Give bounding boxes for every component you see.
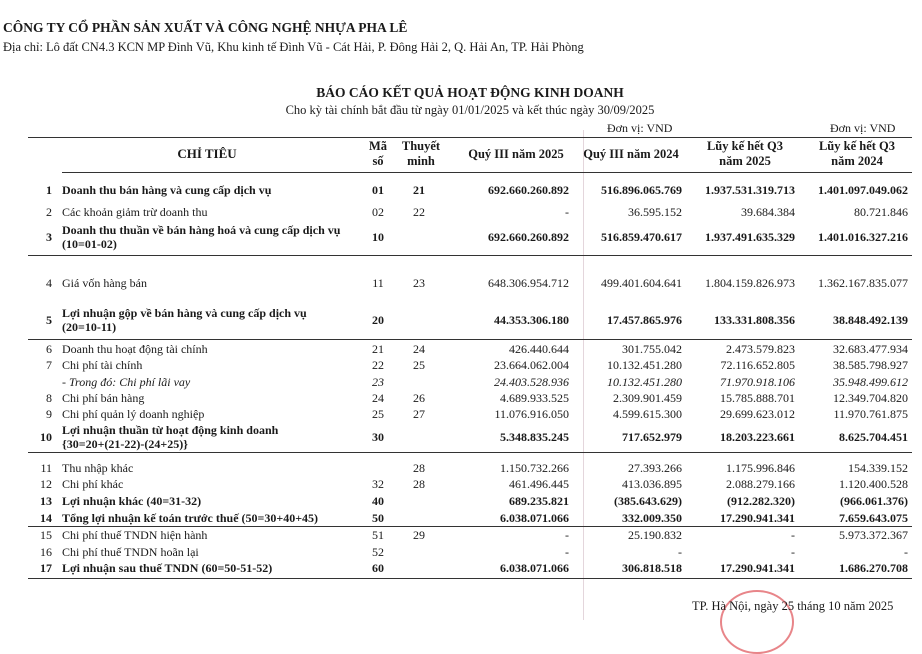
cell-label: Chi phí bán hàng: [62, 391, 145, 405]
company-name: CÔNG TY CỔ PHẦN SẢN XUẤT VÀ CÔNG NGHỆ NHỰA PHA LÊ: [3, 20, 408, 35]
header-q3-2024: Quý III năm 2024: [583, 147, 679, 161]
cell-ytd-2025: 72.116.652.805: [720, 358, 795, 372]
cell-no: 14: [40, 511, 52, 525]
cell-label: Doanh thu hoạt động tài chính: [62, 342, 208, 356]
cell-q3-2024: 332.009.350: [622, 511, 682, 525]
cell-note: 28: [413, 461, 425, 475]
cell-q3-2024: 516.896.065.769: [601, 183, 682, 197]
cell-q3-2024: -: [678, 545, 682, 559]
header-bottom-border: [62, 172, 912, 173]
cell-code: 51: [372, 528, 384, 542]
cell-label: Doanh thu bán hàng và cung cấp dịch vụ: [62, 183, 272, 197]
cell-no: 8: [46, 391, 52, 405]
company-address: Địa chỉ: Lô đất CN4.3 KCN MP Đình Vũ, Khu kinh tế Đình Vũ - Cát Hải, P. Đông Hải 2, Q. Hải An, TP. Hải Phòng: [3, 40, 584, 54]
unit-label-ytd: Đơn vị: VND: [830, 121, 896, 135]
cell-code: 60: [372, 561, 384, 575]
cell-ytd-2025: 1.937.491.635.329: [705, 230, 795, 244]
cell-no: 11: [40, 461, 52, 475]
cell-q3-2025: 689.235.821: [509, 494, 569, 508]
cell-code: 32: [372, 477, 384, 491]
cell-no: 13: [40, 494, 52, 508]
cell-ytd-2025: 1.804.159.826.973: [705, 276, 795, 290]
cell-code: 24: [372, 391, 384, 405]
cell-ytd-2025: 1.175.996.846: [726, 461, 795, 475]
cell-q3-2025: -: [565, 205, 569, 219]
cell-ytd-2025: -: [791, 545, 795, 559]
cell-ytd-2025: 15.785.888.701: [720, 391, 795, 405]
cell-ytd-2024: 154.339.152: [848, 461, 908, 475]
cell-ytd-2024: 11.970.761.875: [833, 407, 908, 421]
cell-no: 6: [46, 342, 52, 356]
cell-q3-2025: 1.150.732.266: [500, 461, 569, 475]
cell-code: 02: [372, 205, 384, 219]
cell-code: 23: [372, 375, 384, 389]
cell-code: 22: [372, 358, 384, 372]
cell-note: 23: [413, 276, 425, 290]
cell-q3-2025: 426.440.644: [509, 342, 569, 356]
cell-ytd-2025: 2.088.279.166: [726, 477, 795, 491]
cell-q3-2024: 413.036.895: [622, 477, 682, 491]
cell-q3-2025: 6.038.071.066: [500, 511, 569, 525]
cell-no: 16: [40, 545, 52, 559]
cell-ytd-2024: 1.401.097.049.062: [818, 183, 908, 197]
cell-label: Chi phí thuế TNDN hoãn lại: [62, 545, 199, 559]
cell-q3-2025: 5.348.835.245: [500, 430, 569, 444]
cell-note: 22: [413, 205, 425, 219]
cell-ytd-2024: 38.848.492.139: [833, 313, 908, 327]
cell-ytd-2024: 1.120.400.528: [839, 477, 908, 491]
cell-label: Chi phí quản lý doanh nghiệp: [62, 407, 205, 421]
cell-ytd-2024: 38.585.798.927: [833, 358, 908, 372]
cell-ytd-2024: 5.973.372.367: [839, 528, 908, 542]
cell-q3-2025: 692.660.260.892: [488, 230, 569, 244]
cell-label: Lợi nhuận thuần từ hoạt động kinh doanh {30=20+(21-22)-(24+25)}: [62, 423, 279, 451]
cell-note: 21: [413, 183, 425, 197]
cell-label: Chi phí thuế TNDN hiện hành: [62, 528, 208, 542]
cell-code: 20: [372, 313, 384, 327]
cell-label: Doanh thu thuần về bán hàng hoá và cung cấp dịch vụ (10=01-02): [62, 223, 341, 251]
cell-q3-2024: 2.309.901.459: [613, 391, 682, 405]
header-ytd-2024: Lũy kế hết Q3 năm 2024: [818, 139, 896, 168]
cell-label: Các khoản giảm trừ doanh thu: [62, 205, 208, 219]
cell-q3-2024: 301.755.042: [622, 342, 682, 356]
cell-ytd-2024: 35.948.499.612: [833, 375, 908, 389]
cell-code: 25: [372, 407, 384, 421]
cell-ytd-2024: 1.362.167.835.077: [818, 276, 908, 290]
cell-q3-2024: (385.643.629): [614, 494, 682, 508]
cell-code: 40: [372, 494, 384, 508]
cell-note: 27: [413, 407, 425, 421]
cell-q3-2024: 17.457.865.976: [607, 313, 682, 327]
cell-label: Giá vốn hàng bán: [62, 276, 147, 290]
header-code: Mã số: [368, 139, 388, 168]
row-separator: [28, 255, 912, 256]
cell-q3-2025: 692.660.260.892: [488, 183, 569, 197]
cell-q3-2024: 10.132.451.280: [607, 375, 682, 389]
cell-ytd-2025: 17.290.941.341: [720, 511, 795, 525]
cell-note: 28: [413, 477, 425, 491]
cell-ytd-2024: 8.625.704.451: [839, 430, 908, 444]
cell-no: 5: [46, 313, 52, 327]
cell-code: 52: [372, 545, 384, 559]
cell-no: 15: [40, 528, 52, 542]
cell-q3-2024: 499.401.604.641: [601, 276, 682, 290]
header-note: Thuyết minh: [401, 139, 441, 168]
cell-no: 2: [46, 205, 52, 219]
cell-no: 3: [46, 230, 52, 244]
cell-q3-2024: 516.859.470.617: [601, 230, 682, 244]
cell-no: 12: [40, 477, 52, 491]
cell-ytd-2024: 32.683.477.934: [833, 342, 908, 356]
row-separator: [28, 452, 912, 453]
cell-q3-2025: 11.076.916.050: [494, 407, 569, 421]
row-separator: [28, 578, 912, 579]
cell-ytd-2024: -: [904, 545, 908, 559]
cell-label: - Trong đó: Chi phí lãi vay: [62, 375, 191, 389]
cell-q3-2024: 25.190.832: [628, 528, 682, 542]
cell-code: 21: [372, 342, 384, 356]
cell-ytd-2024: 1.686.270.708: [839, 561, 908, 575]
cell-ytd-2025: 2.473.579.823: [726, 342, 795, 356]
cell-label: Lợi nhuận gộp về bán hàng và cung cấp dịch vụ (20=10-11): [62, 306, 307, 334]
cell-code: 11: [372, 276, 384, 290]
unit-label-quarter: Đơn vị: VND: [607, 121, 673, 135]
cell-ytd-2025: (912.282.320): [727, 494, 795, 508]
cell-label: Lợi nhuận sau thuế TNDN (60=50-51-52): [62, 561, 273, 575]
cell-ytd-2025: 18.203.223.661: [720, 430, 795, 444]
cell-label: Thu nhập khác: [62, 461, 134, 475]
cell-ytd-2025: 1.937.531.319.713: [705, 183, 795, 197]
cell-q3-2025: 23.664.062.004: [494, 358, 569, 372]
cell-q3-2025: 4.689.933.525: [500, 391, 569, 405]
cell-q3-2024: 27.393.266: [628, 461, 682, 475]
cell-ytd-2025: 39.684.384: [741, 205, 795, 219]
cell-q3-2024: 306.818.518: [622, 561, 682, 575]
cell-ytd-2024: (966.061.376): [840, 494, 908, 508]
header-ytd-2025: Lũy kế hết Q3 năm 2025: [706, 139, 784, 168]
cell-ytd-2025: 29.699.623.012: [720, 407, 795, 421]
cell-q3-2025: -: [565, 545, 569, 559]
cell-note: 29: [413, 528, 425, 542]
cell-no: 10: [40, 430, 52, 444]
cell-ytd-2024: 12.349.704.820: [833, 391, 908, 405]
cell-q3-2025: 6.038.071.066: [500, 561, 569, 575]
signing-date: TP. Hà Nội, ngày 25 tháng 10 năm 2025: [692, 599, 894, 613]
cell-ytd-2024: 80.721.846: [854, 205, 908, 219]
cell-note: 25: [413, 358, 425, 372]
cell-no: 7: [46, 358, 52, 372]
cell-note: 24: [413, 342, 425, 356]
cell-q3-2024: 36.595.152: [628, 205, 682, 219]
cell-note: 26: [413, 391, 425, 405]
cell-q3-2024: 717.652.979: [622, 430, 682, 444]
cell-ytd-2024: 7.659.643.075: [839, 511, 908, 525]
cell-q3-2025: 24.403.528.936: [494, 375, 569, 389]
cell-code: 01: [372, 183, 384, 197]
cell-no: 17: [40, 561, 52, 575]
cell-q3-2025: 461.496.445: [509, 477, 569, 491]
header-q3-2025: Quý III năm 2025: [468, 147, 564, 161]
cell-ytd-2024: 1.401.016.327.216: [818, 230, 908, 244]
table-top-border: [28, 137, 912, 138]
cell-code: 50: [372, 511, 384, 525]
page-fold-line: [583, 130, 584, 620]
cell-label: Chi phí khác: [62, 477, 124, 491]
report-period: Cho kỳ tài chính bắt đầu từ ngày 01/01/2025 và kết thúc ngày 30/09/2025: [285, 103, 655, 117]
row-separator: [28, 526, 912, 527]
cell-q3-2025: -: [565, 528, 569, 542]
header-item: CHỈ TIÊU: [177, 146, 237, 161]
cell-ytd-2025: 17.290.941.341: [720, 561, 795, 575]
cell-ytd-2025: -: [791, 528, 795, 542]
cell-code: 10: [372, 230, 384, 244]
cell-q3-2024: 4.599.615.300: [613, 407, 682, 421]
report-title: BÁO CÁO KẾT QUẢ HOẠT ĐỘNG KINH DOANH: [316, 85, 624, 100]
cell-no: 4: [46, 276, 52, 290]
cell-label: Lợi nhuận khác (40=31-32): [62, 494, 202, 508]
cell-no: 1: [46, 183, 52, 197]
cell-ytd-2025: 133.331.808.356: [714, 313, 795, 327]
cell-ytd-2025: 71.970.918.106: [720, 375, 795, 389]
row-separator: [28, 339, 912, 340]
cell-q3-2025: 648.306.954.712: [488, 276, 569, 290]
cell-label: Tổng lợi nhuận kế toán trước thuế (50=30+40+45): [62, 511, 319, 525]
cell-q3-2025: 44.353.306.180: [494, 313, 569, 327]
cell-q3-2024: 10.132.451.280: [607, 358, 682, 372]
cell-label: Chi phí tài chính: [62, 358, 143, 372]
cell-code: 30: [372, 430, 384, 444]
cell-no: 9: [46, 407, 52, 421]
